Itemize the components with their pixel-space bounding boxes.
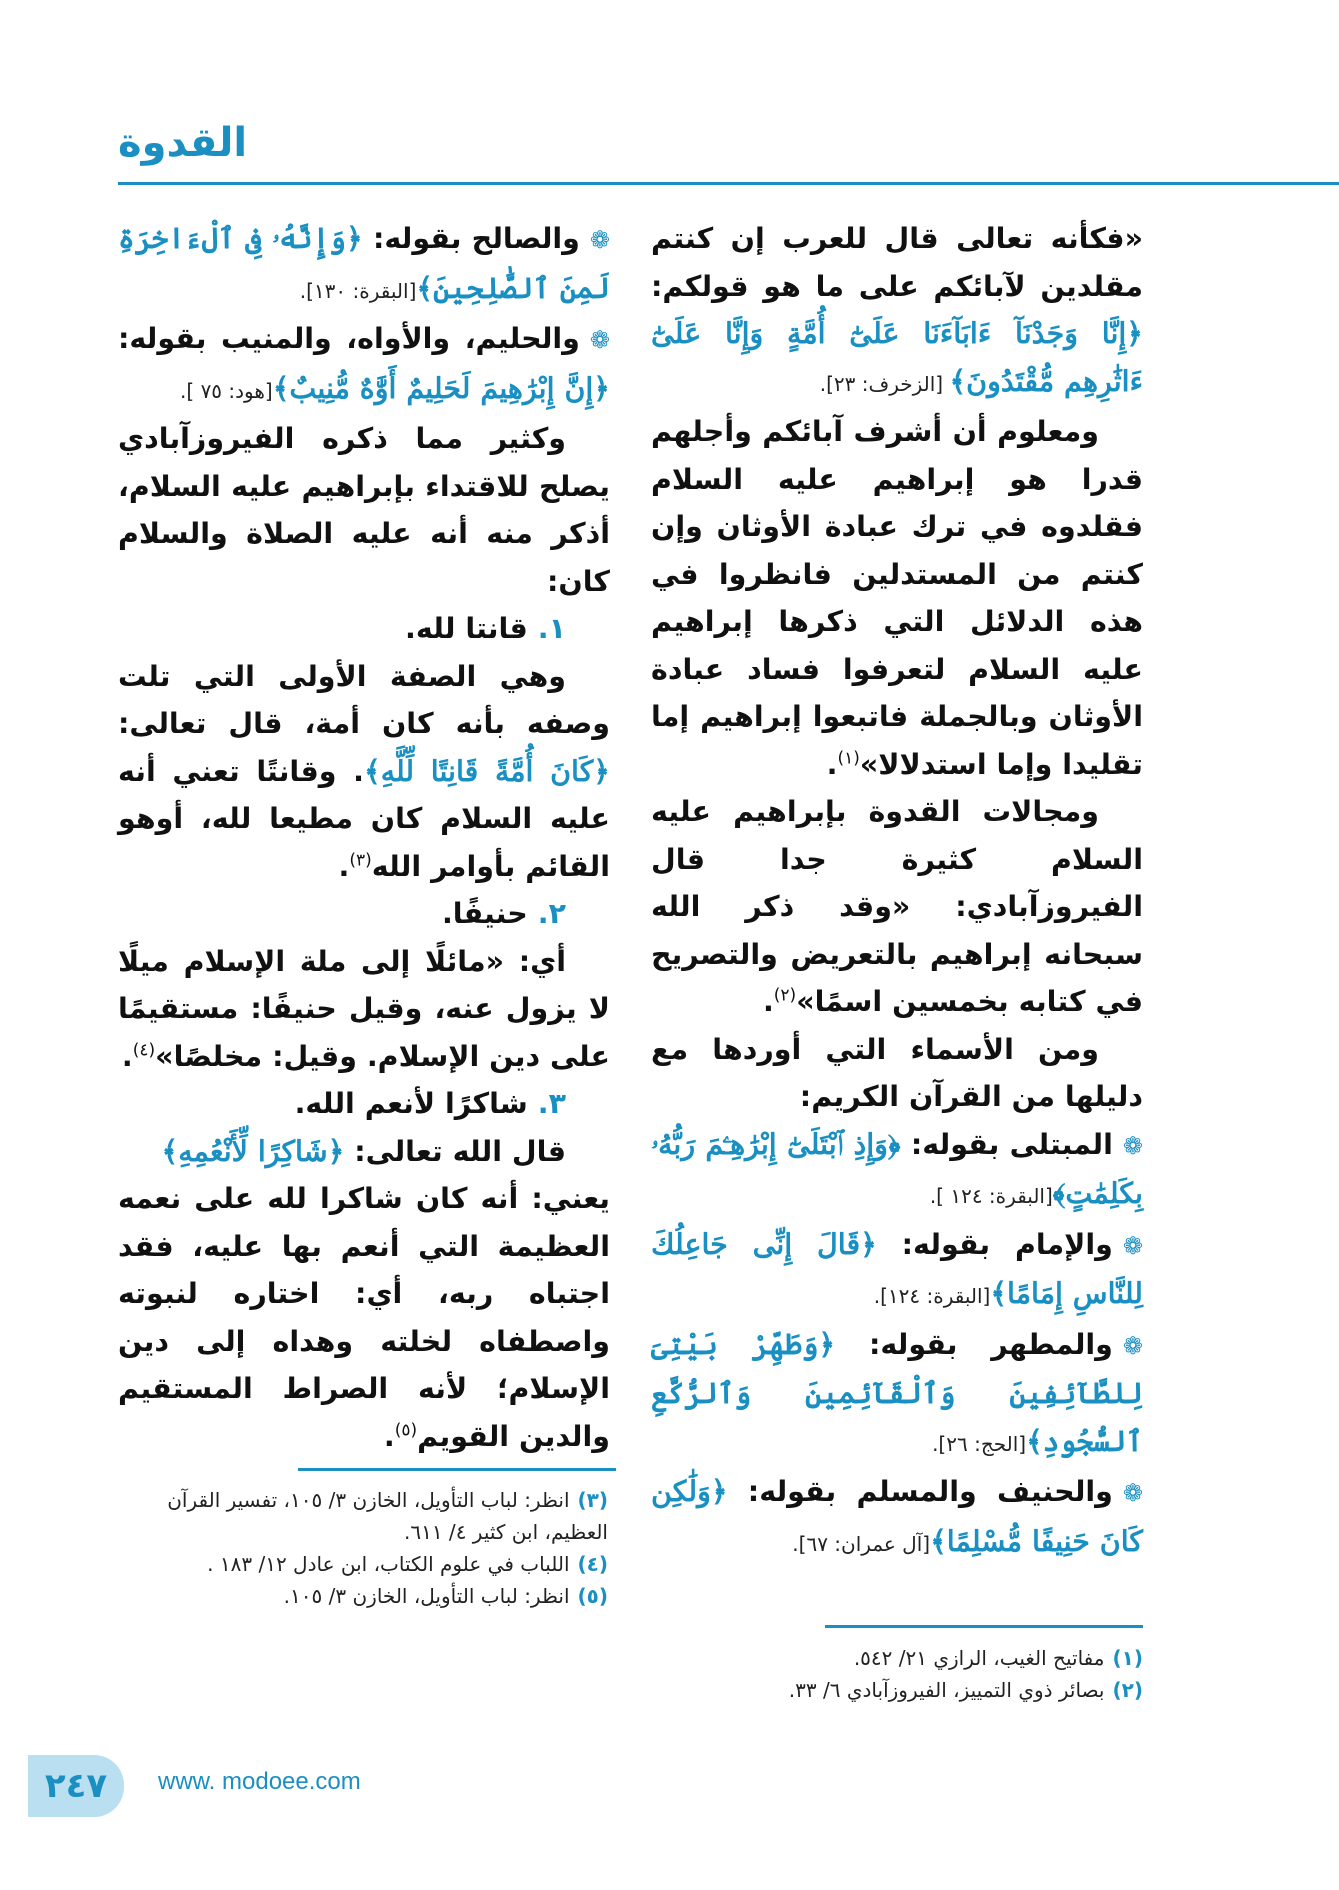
footnote: (٣)انظر: لباب التأويل، الخازن ٣/ ١٠٥، تفسير القرآن العظيم، ابن كثير ٤/ ٦١١.: [167, 1488, 608, 1544]
paragraph: قال الله تعالى: ﴿شَاكِرًا لِّأَنْعُمِهِ﴾: [161, 1133, 566, 1168]
paragraph: وكثير مما ذكره الفيروزآبادي يصلح للاقتداء بإبراهيم عليه السلام، أذكر منه أنه عليه الصلاة والسلام كان:: [118, 422, 610, 598]
quran-verse: ﴿كَانَ أُمَّةً قَانِتًا لِّلَّهِ﴾: [364, 753, 610, 788]
page-number-badge: ٢٤٧: [28, 1755, 124, 1817]
quran-verse: ﴿شَاكِرًا لِّأَنْعُمِهِ﴾: [161, 1133, 345, 1168]
verse-reference: [الحج: ٢٦].: [932, 1431, 1027, 1456]
footnote: (١)مفاتيح الغيب، الرازي ٢١/ ٥٤٢.: [853, 1646, 1143, 1670]
footnotes-left: [118, 1484, 608, 1612]
page-header-title: القدوة: [118, 120, 248, 166]
footnote-marker: (٤): [132, 1040, 156, 1060]
footnote-divider: [825, 1625, 1143, 1628]
paragraph: وهي الصفة الأولى التي تلت وصفه بأنه كان أمة، قال تعالى: ﴿كَانَ أُمَّةً قَانِتًا لِّلَّهِ﴾. وقانتًا تعني أنه عليه السلام كان مطيعا لله، أوهو القائم بأوامر الله$^{(٣)}$.: [118, 659, 610, 883]
list-item: ❁والحليم، والأواه، والمنيب بقوله: ﴿إِنَّ إِبْرَٰهِيمَ لَحَلِيمٌ أَوَّٰهٌ مُّنِيبٌ﴾[هود: ٧٥ ].: [118, 322, 610, 405]
header-divider: [118, 182, 1339, 185]
footnote: (٥)انظر: لباب التأويل، الخازن ٣/ ١٠٥.: [283, 1584, 608, 1608]
flower-bullet-icon: ❁: [589, 326, 610, 354]
footnote: (٢)بصائر ذوي التمييز، الفيروزآبادي ٦/ ٣٣.: [788, 1678, 1143, 1702]
paragraph: أي: «مائلًا إلى ملة الإسلام ميلًا لا يزول عنه، وقيل حنيفًا: مستقيمًا على دين الإسلام. وقيل: مخلصًا»$^{(٤)}$.: [118, 944, 610, 1073]
left-column: [118, 215, 610, 1460]
flower-bullet-icon: ❁: [1122, 1131, 1143, 1160]
footnote-marker: (٥): [394, 1420, 418, 1440]
numbered-item: ٢. حنيفًا.: [441, 897, 566, 930]
quran-verse: ﴿قَالَ إِنِّى جَاعِلُكَ لِلنَّاسِ إِمَامًا﴾: [651, 1226, 1143, 1310]
flower-bullet-icon: ❁: [589, 226, 610, 254]
footnotes-right: [623, 1642, 1143, 1706]
numbered-item: ١. قانتا لله.: [405, 612, 566, 645]
quran-verse: ﴿وَإِنَّهُۥ فِى ٱلْءَاخِرَةِ لَمِنَ ٱلصَّٰلِحِينَ﴾: [118, 221, 610, 305]
paragraph: ومعلوم أن أشرف آبائكم وأجلهم قدرا هو إبراهيم عليه السلام فقلدوه في ترك عبادة الأوثان وإن كنتم من المستدلين فانظروا في هذه الدلائل التي ذكرها إبراهيم عليه السلام لتعرفوا فساد عبادة الأوثان وبالجملة فاتبعوا إبراهيم إما تقليدا وإما استدلالا»$^{(١)}$.: [651, 415, 1143, 781]
list-item: ❁والصالح بقوله: ﴿وَإِنَّهُۥ فِى ٱلْءَاخِرَةِ لَمِنَ ٱلصَّٰلِحِينَ﴾[البقرة: ١٣٠].: [118, 221, 610, 305]
paragraph: يعني: أنه كان شاكرا لله على نعمه العظيمة التي أنعم بها عليه، فقد اجتباه ربه، أي: اختاره لنبوته واصطفاه لخلته وهداه إلى دين الإسلام؛ لأنه الصراط المستقيم والدين القويم$^{(٥)}$.: [118, 1182, 610, 1453]
quran-verse: ﴿إِنَّا وَجَدْنَآ ءَابَآءَنَا عَلَىٰٓ أُمَّةٍ وَإِنَّا عَلَىٰٓ ءَاثَٰرِهِم مُّقْتَدُونَ﴾: [651, 316, 1143, 398]
quran-verse: ﴿وَلَٰكِن كَانَ حَنِيفًا مُّسْلِمًا﴾: [651, 1474, 1143, 1558]
list-item: ❁والمطهر بقوله: ﴿وَطَهِّرْ بَيْتِىَ لِلطَّآئِفِينَ وَٱلْقَآئِمِينَ وَٱلرُّكَّعِ ٱلسُّجُودِ﴾[الحج: ٢٦].: [651, 1326, 1143, 1458]
flower-bullet-icon: ❁: [1122, 1231, 1143, 1260]
flower-bullet-icon: ❁: [1122, 1331, 1143, 1360]
verse-reference: [البقرة: ١٢٤].: [873, 1284, 991, 1308]
verse-reference: [البقرة: ١٢٤ ].: [929, 1184, 1053, 1208]
footnote: (٤)اللباب في علوم الكتاب، ابن عادل ١٢/ ١٨٣ .: [207, 1552, 608, 1576]
verse-reference: [آل عمران: ٦٧].: [792, 1531, 931, 1556]
paragraph: «فكأنه تعالى قال للعرب إن كنتم مقلدين لآبائكم على ما هو قولكم: ﴿إِنَّا وَجَدْنَآ ءَابَآءَنَا عَلَىٰٓ أُمَّةٍ وَإِنَّا عَلَىٰٓ ءَاثَٰرِهِم مُّقْتَدُونَ﴾ [الزخرف: ٢٣].: [651, 222, 1143, 398]
paragraph: ومجالات القدوة بإبراهيم عليه السلام كثيرة جدا قال الفيروزآبادي: «وقد ذكر الله سبحانه إبراهيم بالتعريض والتصريح في كتابه بخمسين اسمًا»$^{(٢)}$.: [651, 795, 1143, 1018]
flower-bullet-icon: ❁: [1122, 1479, 1143, 1507]
list-item: ❁والحنيف والمسلم بقوله: ﴿وَلَٰكِن كَانَ حَنِيفًا مُّسْلِمًا﴾[آل عمران: ٦٧].: [651, 1474, 1143, 1558]
footnote-divider: [298, 1468, 616, 1471]
right-column: [651, 215, 1143, 1568]
verse-reference: [البقرة: ١٣٠].: [299, 278, 417, 303]
list-item: ❁المبتلى بقوله: ﴿وَإِذِ ٱبْتَلَىٰٓ إِبْرَٰهِـۧمَ رَبُّهُۥ بِكَلِمَٰتٍ﴾[البقرة: ١٢٤ ].: [651, 1126, 1143, 1210]
verse-reference: [هود: ٧٥ ].: [180, 378, 273, 403]
footnote-marker: (١): [837, 748, 860, 768]
quran-verse: ﴿وَإِذِ ٱبْتَلَىٰٓ إِبْرَٰهِـۧمَ رَبُّهُۥ بِكَلِمَٰتٍ﴾: [651, 1126, 1143, 1210]
footnote-marker: (٣): [349, 850, 372, 870]
list-item: ❁والإمام بقوله: ﴿قَالَ إِنِّى جَاعِلُكَ لِلنَّاسِ إِمَامًا﴾[البقرة: ١٢٤].: [651, 1226, 1143, 1310]
quran-verse: ﴿وَطَهِّرْ بَيْتِىَ لِلطَّآئِفِينَ وَٱلْقَآئِمِينَ وَٱلرُّكَّعِ ٱلسُّجُودِ﴾: [651, 1326, 1143, 1458]
website-link[interactable]: www. modoee.com: [158, 1768, 361, 1795]
verse-reference: [الزخرف: ٢٣].: [819, 371, 950, 396]
quran-verse: ﴿إِنَّ إِبْرَٰهِيمَ لَحَلِيمٌ أَوَّٰهٌ مُّنِيبٌ﴾: [272, 370, 610, 405]
paragraph: ومن الأسماء التي أوردها مع دليلها من القرآن الكريم:: [651, 1032, 1143, 1113]
footnote-marker: (٢): [773, 985, 797, 1006]
numbered-item: ٣. شاكرًا لأنعم الله.: [294, 1087, 566, 1120]
